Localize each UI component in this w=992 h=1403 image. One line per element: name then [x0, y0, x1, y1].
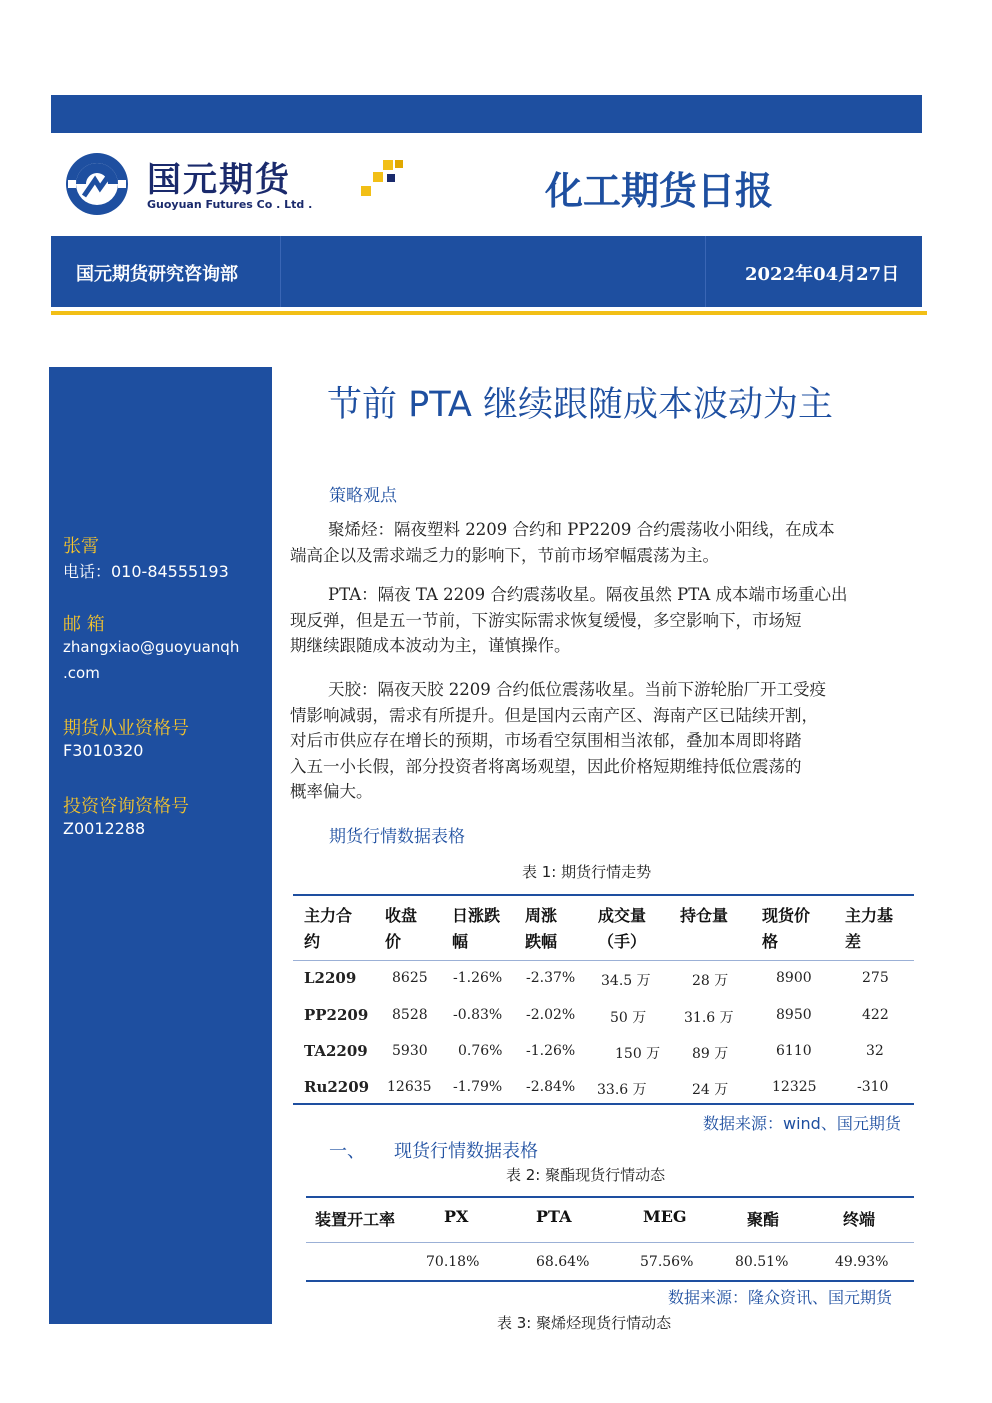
paragraph-line: PTA：隔夜 TA 2209 合约震荡收星。隔夜虽然 PTA 成本端市场重心出: [328, 585, 848, 604]
table-cell: 70.18%: [426, 1254, 480, 1270]
license-number: F3010320: [63, 741, 144, 760]
logo-english-name: Guoyuan Futures Co . Ltd .: [147, 198, 313, 211]
table-cell: 8528: [392, 1007, 428, 1023]
top-color-bar: [51, 95, 922, 133]
table-3-caption: 表 3: 聚烯烃现货行情动态: [497, 1314, 672, 1332]
table-1-header: 周涨 跌幅: [525, 906, 558, 951]
table-1-header: 成交量 （手）: [598, 906, 647, 951]
table-cell: 80.51%: [735, 1254, 789, 1270]
email-line-1: zhangxiao@guoyuanqh: [63, 638, 240, 656]
table-cell: -2.37%: [526, 970, 576, 986]
table-1-header: 持仓量: [680, 906, 729, 925]
table-1-source: 数据来源：wind、国元期货: [703, 1114, 901, 1133]
table-2-caption: 表 2: 聚酯现货行情动态: [506, 1166, 666, 1184]
table-2-header: 终端: [843, 1210, 876, 1229]
paragraph-line: 期继续跟随成本波动为主，谨慎操作。: [290, 636, 571, 655]
table-2-header-rule: [306, 1242, 914, 1243]
analyst-name: 张霄: [63, 536, 99, 557]
table-1-header: 主力合 约: [304, 906, 353, 951]
logo-emblem-icon: [62, 150, 134, 218]
license-label: 期货从业资格号: [63, 718, 189, 739]
spot-section-heading: 现货行情数据表格: [394, 1141, 538, 1162]
email-line-2: .com: [63, 664, 100, 682]
logo-squares-icon: [355, 158, 407, 204]
table-1-bottom-rule: [293, 1103, 914, 1105]
consult-label: 投资咨询资格号: [63, 796, 189, 817]
table-cell: 275: [862, 970, 889, 986]
table-cell: 12325: [772, 1079, 817, 1095]
department-name: 国元期货研究咨询部: [76, 264, 238, 285]
table-2-top-rule: [306, 1196, 914, 1198]
band-divider: [705, 236, 706, 307]
paragraph-polyolefin: [290, 517, 914, 568]
paragraph-line: 端高企以及需求端乏力的影响下，节前市场窄幅震荡为主。: [290, 545, 719, 565]
table-1-header: 现货价 格: [762, 906, 811, 951]
table-2-header: PTA: [536, 1207, 572, 1226]
table-cell: -1.79%: [453, 1079, 503, 1095]
paragraph-line: 对后市供应存在增长的预期，市场看空氛围相当浓郁，叠加本周即将踏: [290, 731, 802, 750]
table-2-header: 装置开工率: [315, 1210, 396, 1229]
table-row-label: TA2209: [304, 1042, 368, 1060]
paragraph-line: 聚烯烃：隔夜塑料 2209 合约和 PP2209 合约震荡收小阳线，在成本: [328, 520, 835, 539]
table-1-header: 收盘 价: [385, 906, 418, 951]
spot-section-number: 一、: [329, 1141, 365, 1162]
table-cell: -1.26%: [453, 970, 503, 986]
consult-number: Z0012288: [63, 819, 146, 838]
article-title: 节前 PTA 继续跟随成本波动为主: [327, 385, 833, 425]
table-1-caption: 表 1: 期货行情走势: [522, 863, 652, 881]
table-cell: -1.26%: [526, 1043, 576, 1059]
table-row-label: PP2209: [304, 1006, 369, 1024]
table-cell: 31.6 万: [684, 1010, 734, 1026]
table-cell: 32: [866, 1043, 884, 1059]
table-1-header-rule: [293, 960, 914, 961]
table-1-header: 日涨跌 幅: [452, 906, 501, 951]
paragraph-line: 情影响减弱，需求有所提升。但是国内云南产区、海南产区已陆续开割，: [290, 705, 818, 725]
table-1-header: 主力基 差: [845, 906, 894, 951]
table-2-header: PX: [444, 1207, 469, 1226]
analyst-sidebar: [49, 367, 272, 1324]
table-cell: 8900: [776, 970, 812, 986]
table-cell: -310: [857, 1079, 889, 1095]
table-1-top-rule: [293, 894, 914, 896]
table-cell: 150 万: [615, 1046, 661, 1062]
table-cell: 68.64%: [536, 1254, 590, 1270]
table-row-label: Ru2209: [304, 1078, 370, 1096]
table-cell: 28 万: [692, 973, 729, 989]
table-cell: 24 万: [692, 1082, 729, 1098]
table-cell: 8625: [392, 970, 428, 986]
analyst-phone: 电话：010-84555193: [63, 562, 229, 581]
table-cell: 422: [862, 1007, 889, 1023]
table-cell: 8950: [776, 1007, 812, 1023]
table-row-label: L2209: [304, 969, 357, 987]
table-cell: -2.02%: [526, 1007, 576, 1023]
table-2-source: 数据来源：隆众资讯、国元期货: [668, 1288, 893, 1307]
futures-table-heading: 期货行情数据表格: [329, 827, 465, 847]
logo-chinese-name: 国元期货: [147, 160, 291, 200]
report-date: 2022年04月27日: [745, 264, 900, 285]
table-cell: 57.56%: [640, 1254, 694, 1270]
paragraph-line: 入五一小长假，部分投资者将离场观望，因此价格短期维持低位震荡的: [290, 756, 802, 776]
band-divider: [280, 236, 281, 307]
table-cell: 50 万: [610, 1010, 647, 1026]
table-cell: 33.6 万: [597, 1082, 647, 1098]
paragraph-line: 天胶：隔夜天胶 2209 合约低位震荡收星。当前下游轮胎厂开工受疫: [328, 680, 826, 699]
paragraph-line: 现反弹，但是五一节前，下游实际需求恢复缓慢，多空影响下，市场短: [290, 610, 802, 630]
email-label: 邮 箱: [63, 614, 105, 635]
report-title: 化工期货日报: [545, 169, 774, 213]
strategy-heading: 策略观点: [329, 486, 397, 506]
paragraph-pta: [290, 582, 914, 659]
company-logo: [62, 150, 412, 218]
paragraph-line: 概率偏大。: [290, 782, 373, 801]
table-cell: 0.76%: [458, 1043, 503, 1059]
table-2-header: 聚酯: [747, 1210, 780, 1229]
table-cell: -2.84%: [526, 1079, 576, 1095]
gold-divider: [51, 311, 927, 315]
table-2-header: MEG: [643, 1207, 687, 1226]
table-cell: 49.93%: [835, 1254, 889, 1270]
table-cell: 34.5 万: [601, 973, 651, 989]
table-2-bottom-rule: [306, 1280, 914, 1282]
table-cell: -0.83%: [453, 1007, 503, 1023]
table-cell: 5930: [392, 1043, 428, 1059]
table-cell: 89 万: [692, 1046, 729, 1062]
table-cell: 6110: [776, 1043, 812, 1059]
paragraph-rubber: [290, 677, 914, 805]
table-cell: 12635: [387, 1079, 432, 1095]
